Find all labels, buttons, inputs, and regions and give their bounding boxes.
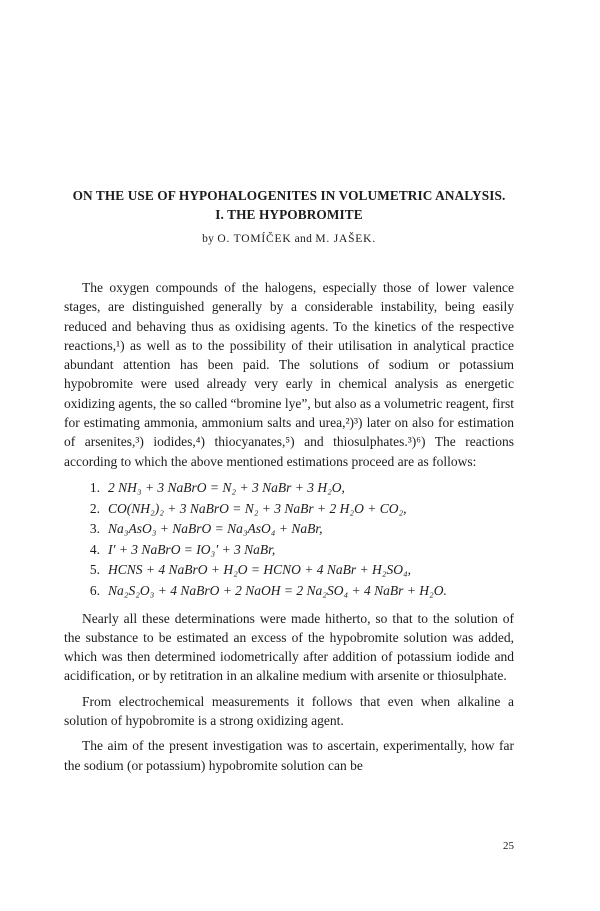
author-2: M. JAŠEK. (315, 233, 376, 245)
equation-list (78, 478, 514, 602)
paragraph-4: The aim of the present investigation was to ascertain, experimentally, how far the sodium (or potassium) hypobromite solution can be (64, 738, 514, 773)
paragraph-2: Nearly all these determinations were made hitherto, so that to the solution of the substance to be estimated an excess of the hypobromite solution was added, which was then determined iodometrically after addition of potassium iodide and acidification, or by retitration in an alkaline medium with arsenite or thiosulphate. (64, 610, 514, 684)
author-1: O. TOMÍČEK (217, 233, 292, 245)
article-title (64, 186, 514, 224)
byline (64, 233, 514, 245)
title-line-1: ON THE USE OF HYPOHALOGENITES IN VOLUMETRIC ANALYSIS. (72, 188, 506, 203)
paragraph-3: From electrochemical measurements it follows that even when alkaline a solution of hypobromite is a strong oxidizing agent. (64, 693, 514, 729)
equation-2: 2. CO(NH₂)₂ + 3 NaBrO = N₂ + 3 NaBr + 2 H₂O + CO₂, (89, 500, 407, 516)
equation-4: 4. I′ + 3 NaBrO = IO₃′ + 3 NaBr, (89, 541, 276, 557)
title-line-2: I. THE HYPOBROMITE (215, 207, 363, 222)
body-text (64, 278, 514, 775)
equation-3: 3. Na₃AsO₃ + NaBrO = Na₃AsO₄ + NaBr, (89, 521, 323, 537)
byline-and: and (294, 233, 313, 245)
title-block (64, 186, 514, 245)
page-number: 25 (503, 840, 514, 852)
paragraph-1: The oxygen compounds of the halogens, especially those of lower valence stages, are distinguished generally by a considerable instability, being easily reduced and behaving thus as oxidising agents. To the kinetics of the respective reactions,¹) as well as to the possibility of their utilisation in analytical practice abundant attention has been paid. The solutions of sodium or potassium hypobromite were used already very early in chemical analysis as energetic oxidizing agents, the so called “bromine lye”, but also as a volumetric reagent, first for estimating ammonia, ammonium salts and urea,²)³) later on also for estimation of arsenites,³) iodides,⁴) thiocyanates,⁵) and thiosulphates.³)⁶) The reactions according to which the above mentioned estimations proceed are as follows: (64, 280, 514, 469)
equation-1: 1. 2 NH₃ + 3 NaBrO = N₂ + 3 NaBr + 3 H₂O, (89, 479, 345, 495)
byline-by: by (202, 233, 215, 245)
equation-6: 6. Na₂S₂O₃ + 4 NaBrO + 2 NaOH = 2 Na₂SO₄ + 4 NaBr + H₂O. (89, 582, 447, 598)
equation-5: 5. HCNS + 4 NaBrO + H₂O = HCNO + 4 NaBr + H₂SO₄, (89, 562, 412, 578)
